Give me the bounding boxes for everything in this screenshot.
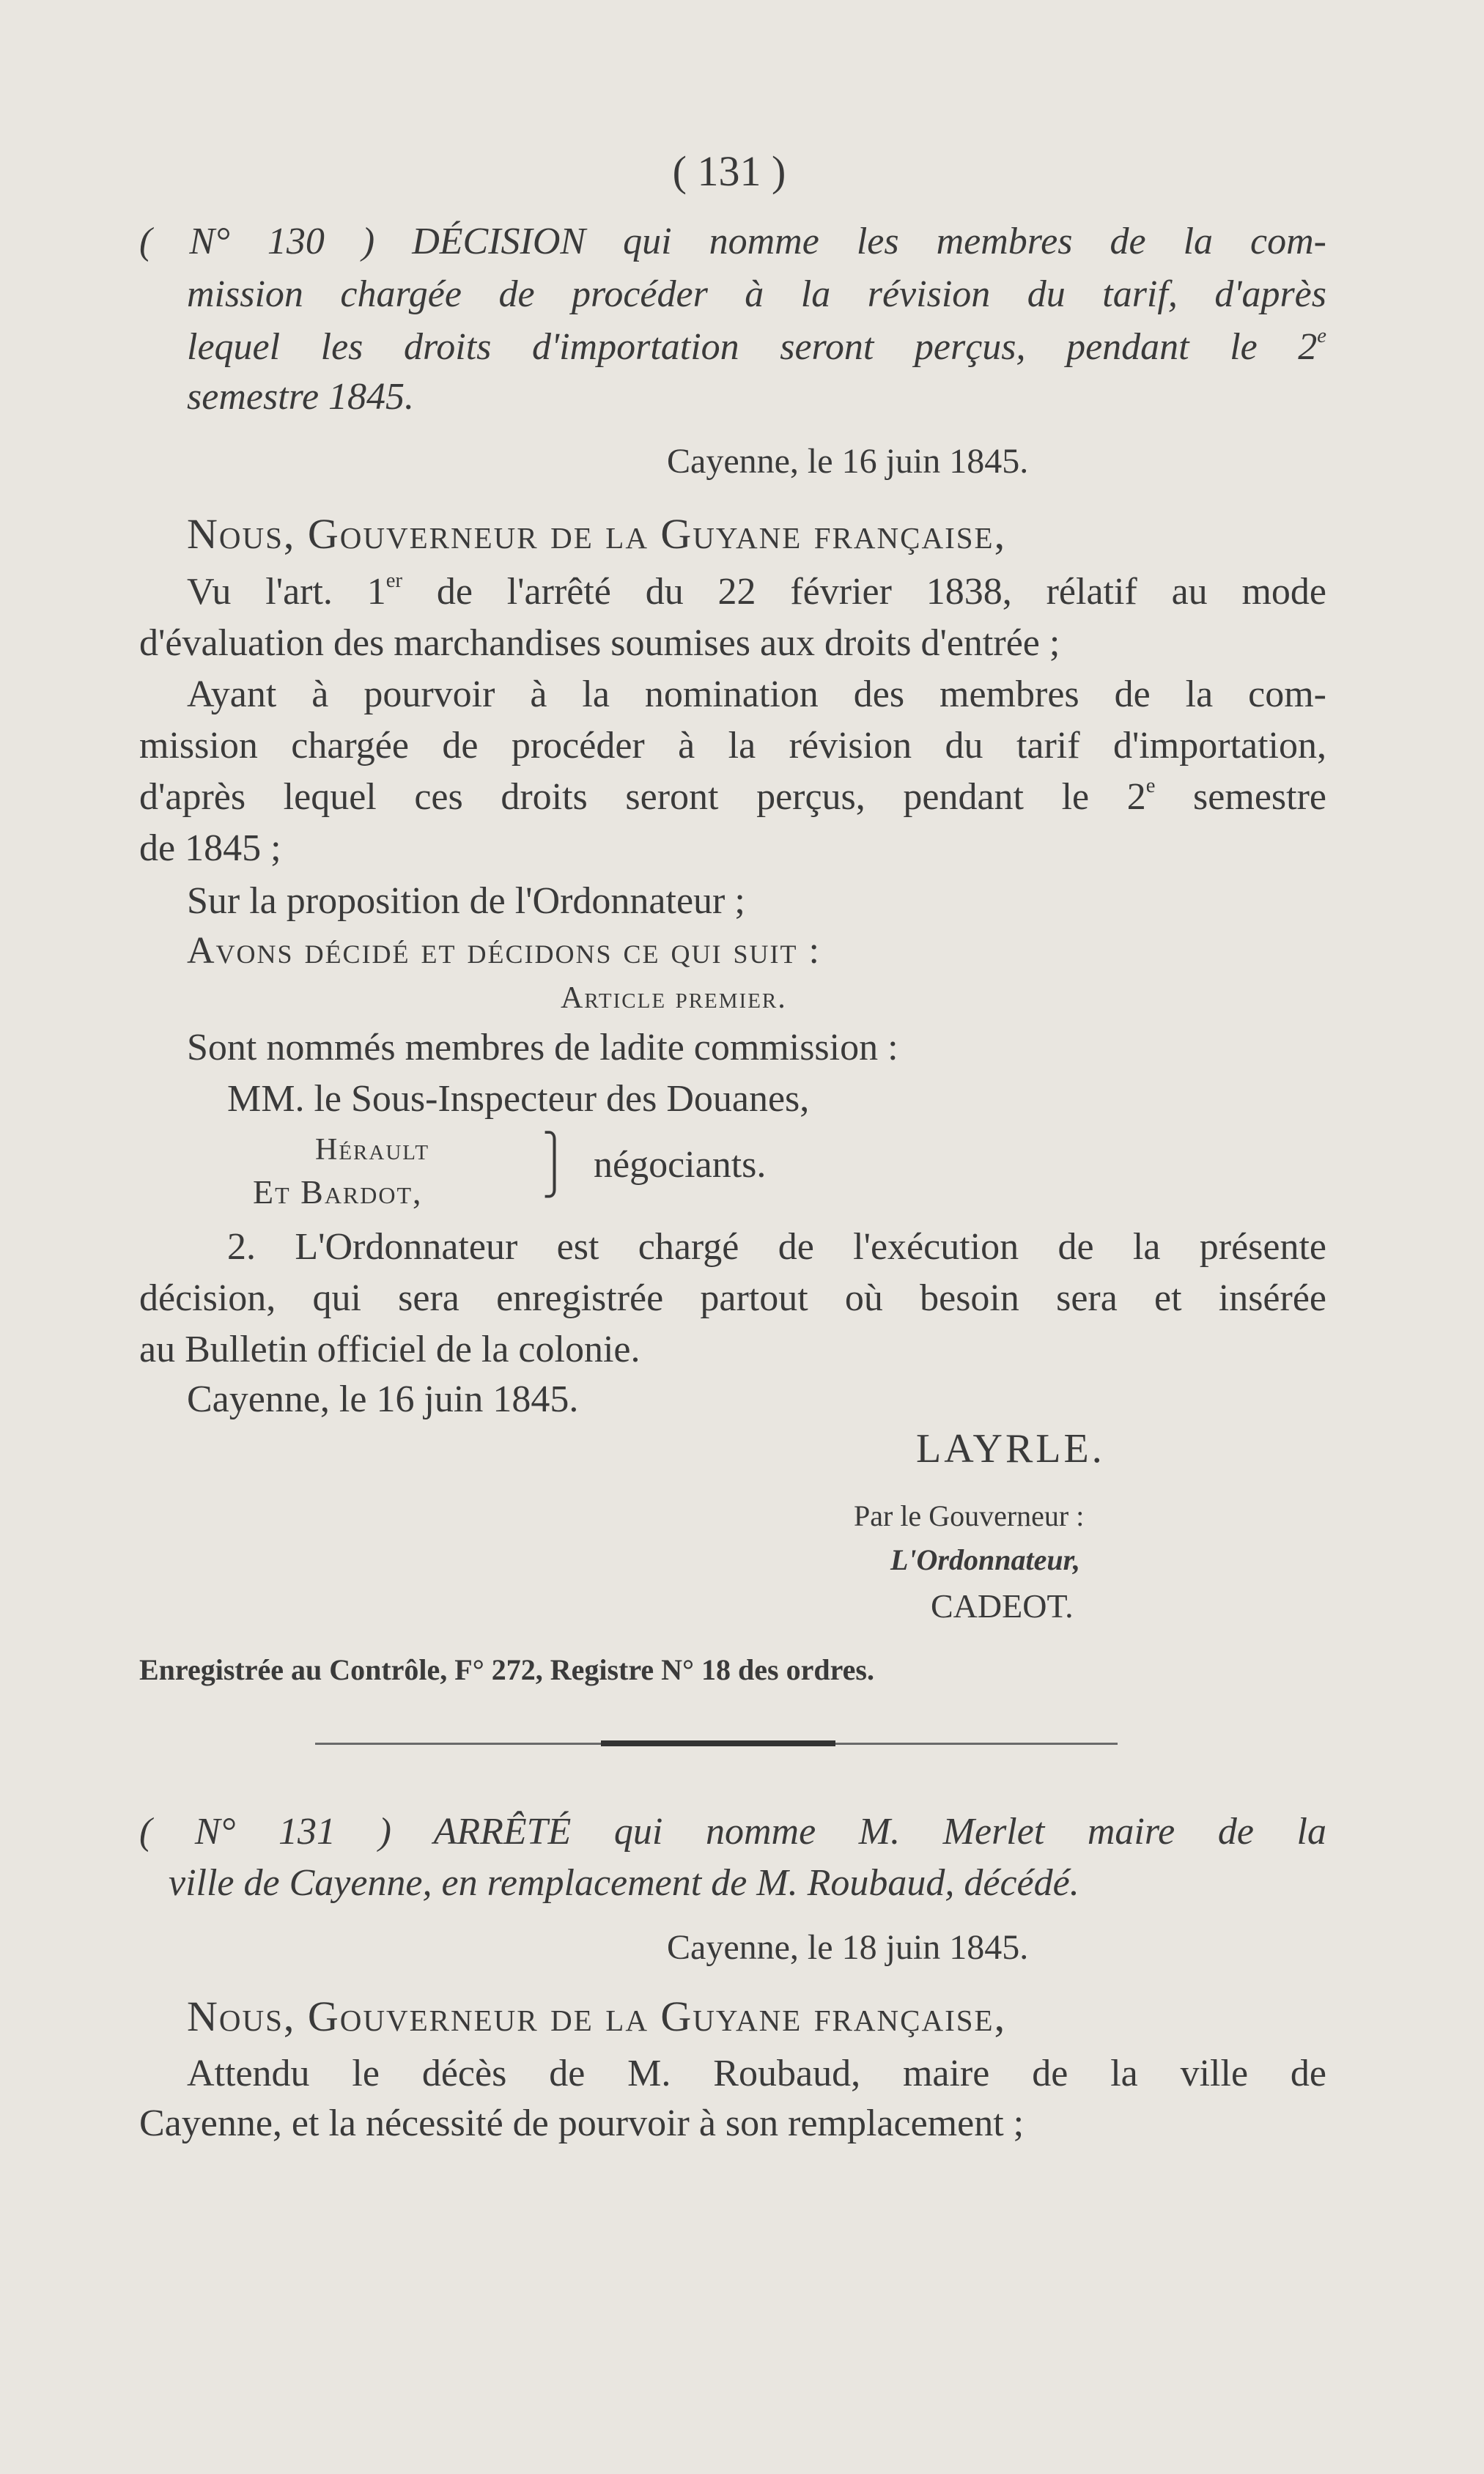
arrete-nous-gouverneur: Nous, Gouverneur de la Guyane française, xyxy=(187,1993,1007,2040)
decision-mm-sous-inspecteur: MM. le Sous-Inspecteur des Douanes, xyxy=(227,1078,810,1120)
vu-text: Vu l'art. 1 xyxy=(187,571,386,613)
signature-layrle: LAYRLE. xyxy=(916,1426,1105,1472)
decision-closing-date: Cayenne, le 16 juin 1845. xyxy=(187,1378,579,1420)
decision-ayant-line-2: mission chargée de procéder à la révision du tarif d'importation, xyxy=(139,725,1326,767)
decision-vu-line-2: d'évaluation des marchandises soumises aux droits d'entrée ; xyxy=(139,622,1060,664)
decision-nous-gouverneur: Nous, Gouverneur de la Guyane française, xyxy=(187,510,1007,558)
member-herault: Hérault xyxy=(315,1133,430,1167)
decision-vu-line-1 xyxy=(187,570,1326,613)
decision-article-2-line-2: décision, qui sera enregistrée partout où besoin sera et insérée xyxy=(139,1277,1326,1319)
arrete-place-date: Cayenne, le 18 juin 1845. xyxy=(667,1928,1029,1967)
par-le-gouverneur: Par le Gouverneur : xyxy=(854,1499,1085,1532)
ordonnateur-title: L'Ordonnateur, xyxy=(890,1543,1080,1576)
arrete-attendu-line-2: Cayenne, et la nécessité de pourvoir à son remplacement ; xyxy=(139,2102,1025,2144)
decision-heading-line-1: ( N° 130 ) DÉCISION qui nomme les membres de la com- xyxy=(139,221,1326,262)
decision-heading-line-2: mission chargée de procéder à la révision du tarif, d'après xyxy=(187,273,1326,315)
decision-sur-la-proposition: Sur la proposition de l'Ordonnateur ; xyxy=(187,880,745,922)
decision-sont-nommes: Sont nommés membres de ladite commission : xyxy=(187,1027,898,1068)
decision-article-premier: Article premier. xyxy=(561,981,787,1015)
section-divider-ornament xyxy=(601,1740,835,1746)
decision-heading-superscript: e xyxy=(1317,325,1326,348)
decision-ayant-line-4: de 1845 ; xyxy=(139,827,281,869)
ayant-text-rest: semestre xyxy=(1155,776,1326,818)
arrete-attendu-line-1: Attendu le décès de M. Roubaud, maire de la ville de xyxy=(187,2053,1326,2094)
ayant-text: d'après lequel ces droits seront perçus, pendant le 2 xyxy=(139,776,1146,818)
registration-note: Enregistrée au Contrôle, F° 272, Registre N° 18 des ordres. xyxy=(139,1653,874,1686)
decision-ayant-line-3 xyxy=(139,775,1326,819)
arrete-heading-line-2: ville de Cayenne, en remplacement de M. Roubaud, décédé. xyxy=(169,1862,1079,1904)
decision-heading-line-3-text: lequel les droits d'importation seront perçus, pendant le 2 xyxy=(187,326,1318,368)
brace-icon: ⎫ ⎭ xyxy=(542,1132,566,1197)
decision-avons-decide: Avons décidé et décidons ce qui suit : xyxy=(187,930,821,972)
countersign-cadeot: CADEOT. xyxy=(931,1587,1074,1625)
ayant-superscript: e xyxy=(1145,775,1156,798)
decision-article-2-line-1: 2. L'Ordonnateur est chargé de l'exécution de la présente xyxy=(227,1226,1326,1268)
page-number: ( 131 ) xyxy=(672,147,786,195)
decision-place-date: Cayenne, le 16 juin 1845. xyxy=(667,442,1029,481)
decision-ayant-line-1: Ayant à pourvoir à la nomination des membres de la com- xyxy=(187,673,1326,715)
vu-superscript: er xyxy=(385,569,402,593)
vu-text-rest: de l'arrêté du 22 février 1838, rélatif au mode xyxy=(402,571,1327,613)
member-bardot: Et Bardot, xyxy=(253,1173,423,1211)
decision-heading-line-4: semestre 1845. xyxy=(187,376,415,418)
members-role-negociants: négociants. xyxy=(594,1144,767,1186)
decision-article-2-line-3: au Bulletin officiel de la colonie. xyxy=(139,1329,641,1370)
decision-heading-line-3 xyxy=(187,325,1326,369)
arrete-heading-line-1: ( N° 131 ) ARRÊTÉ qui nomme M. Merlet maire de la xyxy=(139,1811,1326,1853)
